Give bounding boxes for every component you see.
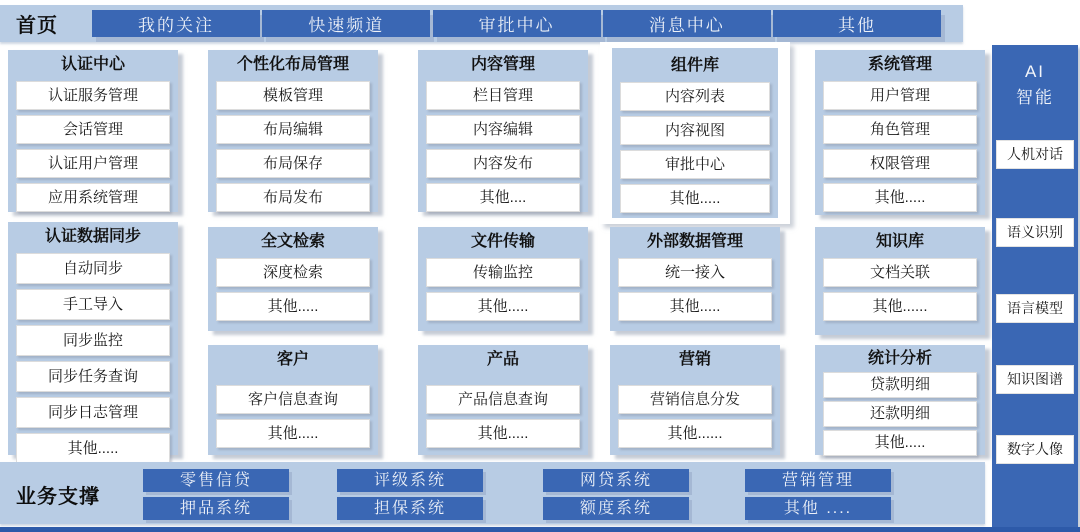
menu-item[interactable]: 应用系统管理: [16, 183, 170, 212]
menu-item[interactable]: 其他.....: [823, 183, 977, 212]
card-auth-center: [8, 50, 178, 212]
card-knowledge-base: [815, 227, 985, 335]
card-marketing: [610, 345, 780, 455]
card-external-data-mgmt: [610, 227, 780, 331]
menu-item[interactable]: 用户管理: [823, 81, 977, 110]
menu-item[interactable]: 其他......: [823, 292, 977, 321]
card-product: [418, 345, 588, 455]
card-customer: [208, 345, 378, 455]
menu-item[interactable]: 统一接入: [618, 258, 772, 287]
btn-retail-credit[interactable]: 零售信贷: [143, 469, 289, 492]
card-title: 外部数据管理: [646, 233, 743, 250]
tab-other[interactable]: 其他: [773, 10, 941, 37]
menu-item[interactable]: 栏目管理: [426, 81, 580, 110]
menu-item[interactable]: 会话管理: [16, 115, 170, 144]
menu-item[interactable]: 认证服务管理: [16, 81, 170, 110]
card-content-mgmt: [418, 50, 588, 212]
ai-item-digital-avatar[interactable]: 数字人像: [996, 435, 1074, 464]
btn-other-systems[interactable]: 其他 ....: [745, 497, 891, 520]
menu-item[interactable]: 布局发布: [216, 183, 370, 212]
menu-item[interactable]: 自动同步: [16, 253, 170, 284]
menu-item[interactable]: 内容列表: [620, 82, 770, 111]
ai-item-knowledge-graph[interactable]: 知识图谱: [996, 365, 1074, 394]
menu-item[interactable]: 其他.....: [216, 292, 370, 321]
card-title: 组件库: [670, 57, 719, 74]
card-title: 内容管理: [470, 56, 535, 73]
tab-approval-center[interactable]: 审批中心: [433, 10, 601, 37]
card-file-transfer: [418, 227, 588, 331]
menu-item[interactable]: 模板管理: [216, 81, 370, 110]
ai-item-semantic-recognition[interactable]: 语义识别: [996, 218, 1074, 247]
btn-rating-system[interactable]: 评级系统: [337, 469, 483, 492]
menu-item[interactable]: 还款明细: [823, 401, 977, 427]
menu-item[interactable]: 认证用户管理: [16, 149, 170, 178]
menu-item[interactable]: 深度检索: [216, 258, 370, 287]
card-system-mgmt: [815, 50, 985, 215]
menu-item[interactable]: 内容发布: [426, 149, 580, 178]
card-title: 统计分析: [867, 350, 932, 367]
ai-panel-title: [992, 45, 1078, 111]
top-tabs: [86, 10, 963, 37]
menu-item[interactable]: 其他.....: [16, 433, 170, 464]
card-title: 客户: [276, 351, 309, 368]
btn-quota-system[interactable]: 额度系统: [543, 497, 689, 520]
menu-item[interactable]: 文档关联: [823, 258, 977, 287]
menu-item[interactable]: 内容视图: [620, 116, 770, 145]
menu-item[interactable]: 其他.....: [216, 419, 370, 448]
card-title: 系统管理: [867, 56, 932, 73]
card-title: 全文检索: [260, 233, 325, 250]
home-label: 首页: [16, 15, 58, 37]
card-title: 知识库: [875, 233, 924, 250]
card-title: 文件传输: [470, 233, 535, 250]
menu-item[interactable]: 布局编辑: [216, 115, 370, 144]
card-statistics: [815, 345, 985, 455]
card-title: 认证中心: [60, 56, 125, 73]
ai-title-line2: 智能: [1016, 88, 1054, 107]
menu-item[interactable]: 营销信息分发: [618, 385, 772, 414]
menu-item[interactable]: 其他......: [618, 419, 772, 448]
card-title: 个性化布局管理: [236, 56, 349, 73]
card-auth-data-sync: [8, 222, 178, 455]
menu-item[interactable]: 同步任务查询: [16, 361, 170, 392]
menu-item[interactable]: 传输监控: [426, 258, 580, 287]
card-fulltext-search: [208, 227, 378, 331]
menu-item[interactable]: 角色管理: [823, 115, 977, 144]
menu-item[interactable]: 产品信息查询: [426, 385, 580, 414]
tab-quick-channel[interactable]: 快速频道: [262, 10, 430, 37]
tab-my-follow[interactable]: 我的关注: [92, 10, 260, 37]
menu-item[interactable]: 同步监控: [16, 325, 170, 356]
menu-item[interactable]: 权限管理: [823, 149, 977, 178]
menu-item[interactable]: 其他....: [426, 183, 580, 212]
ai-item-language-model[interactable]: 语言模型: [996, 294, 1074, 323]
menu-item[interactable]: 内容编辑: [426, 115, 580, 144]
btn-marketing-mgmt[interactable]: 营销管理: [745, 469, 891, 492]
menu-item[interactable]: 客户信息查询: [216, 385, 370, 414]
btn-collateral-system[interactable]: 押品系统: [143, 497, 289, 520]
ai-title-line1: AI: [1024, 62, 1046, 81]
card-title: 产品: [486, 351, 519, 368]
menu-item[interactable]: 手工导入: [16, 289, 170, 320]
menu-item[interactable]: 贷款明细: [823, 372, 977, 398]
btn-guarantee-system[interactable]: 担保系统: [337, 497, 483, 520]
menu-item[interactable]: 其他.....: [426, 419, 580, 448]
ai-panel: [992, 45, 1078, 530]
card-title: 认证数据同步: [44, 228, 141, 245]
tab-message-center[interactable]: 消息中心: [603, 10, 771, 37]
btn-online-loan-system[interactable]: 网贷系统: [543, 469, 689, 492]
menu-item[interactable]: 同步日志管理: [16, 397, 170, 428]
ai-item-human-machine-dialog[interactable]: 人机对话: [996, 140, 1074, 169]
card-title: 营销: [678, 351, 711, 368]
menu-item[interactable]: 其他.....: [618, 292, 772, 321]
business-support-bar: [0, 462, 985, 524]
menu-item[interactable]: 其他.....: [426, 292, 580, 321]
menu-item[interactable]: 审批中心: [620, 150, 770, 179]
card-personalized-layout: [208, 50, 378, 212]
menu-item[interactable]: 其他.....: [620, 184, 770, 213]
footer-divider-line: [0, 527, 1080, 532]
card-component-library: [612, 48, 778, 218]
business-support-label: 业务支撑: [16, 486, 100, 508]
top-nav-bar: [0, 5, 963, 42]
menu-item[interactable]: 其他.....: [823, 430, 977, 456]
menu-item[interactable]: 布局保存: [216, 149, 370, 178]
